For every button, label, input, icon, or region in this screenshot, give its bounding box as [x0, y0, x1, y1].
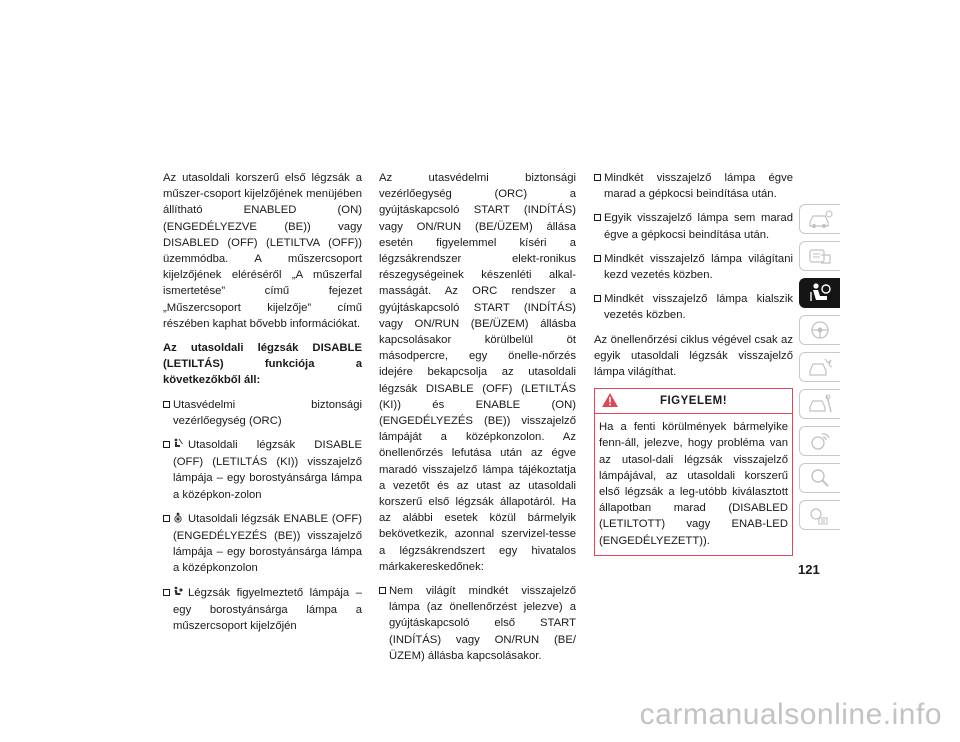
- text-column-1: [163, 170, 362, 642]
- text-column-2: [379, 170, 576, 672]
- list-item-text: Légzsák figyelmeztető lámpája – egy borostyánsárga lámpa a műszercsoport kijelzőjén: [173, 586, 362, 633]
- tab-steering[interactable]: [799, 315, 840, 345]
- airbag-components-list: [163, 397, 362, 635]
- checkbox-bullet-icon: [163, 515, 170, 522]
- fault-conditions-list-continued: [594, 170, 793, 324]
- list-item: [163, 397, 362, 429]
- warning-header: [595, 389, 792, 414]
- checkbox-bullet-icon: [594, 174, 601, 181]
- intro-paragraph: Az utasoldali korszerű első légzsák a műszer-csoport kijelzőjének menüjében állítható ENABLED (ON) (ENGEDÉLYEZVE (BE)) vagy DISABLED (OFF) (LETILTVA (OFF)) üzemmódba. A műszercsoport kijelzőjének eléréséről „A műszerfal ismertetése” című fejezet „Műszercsoport kijelzője” című részében kaphat bővebb információkat.: [163, 172, 362, 330]
- tab-search[interactable]: [799, 463, 840, 493]
- steering-wheel-icon: [807, 319, 833, 341]
- tab-index[interactable]: [799, 500, 840, 530]
- checkbox-bullet-icon: [594, 214, 601, 221]
- car-overview-icon: [807, 209, 833, 229]
- list-item-text: Mindkét visszajelző lámpa égve marad a gépkocsi beindítása után.: [604, 172, 793, 201]
- list-item: [594, 170, 793, 202]
- list-item-text: Mindkét visszajelző lámpa világítani kezd vezetés közben.: [604, 252, 793, 282]
- tab-dashboard-lights[interactable]: [799, 241, 840, 271]
- multimedia-icon: [807, 430, 833, 452]
- car-tools-icon: [807, 393, 833, 415]
- warning-title: FIGYELEM!: [659, 395, 728, 408]
- checkbox-bullet-icon: [594, 295, 601, 302]
- list-item: [594, 251, 793, 283]
- warning-body: Ha a fenti körülmények bármelyike fenn-áll, jelezve, hogy probléma van az utasol-dali légzsák visszajelző lámpájával, az utasoldali korszerű első légzsák a leg-utóbb kiválasztott állapotban marad (DISABLED (LETILTOTT) vagy ENAB-LED (ENGEDÉLYEZETT)).: [599, 421, 788, 547]
- list-item-text: Mindkét visszajelző lámpa kialszik vezetés közben.: [604, 293, 793, 322]
- fault-conditions-list: [379, 583, 576, 664]
- list-item-text: Utasoldali légzsák DISABLE (OFF) (LETILTÁS (KI)) visszajelző lámpája – egy borostyánsárga lámpa a középkon-zolon: [173, 439, 362, 501]
- warning-box: [594, 388, 793, 556]
- page-number: 121: [798, 562, 820, 577]
- checkbox-bullet-icon: [594, 255, 601, 262]
- watermark: carmanualsonline.info: [639, 698, 942, 731]
- dashboard-lights-icon: [807, 246, 833, 266]
- list-item-text: Nem világít mindkét visszajelző lámpa (az önellenőrzést jelezve) a gyújtáskapcsoló első START (INDÍTÁS) vagy ON/RUN (BE/ÜZEM) állásba kapcsolásakor.: [389, 585, 576, 662]
- tab-car-overview[interactable]: [799, 204, 840, 234]
- airbag-warning-icon: [173, 586, 183, 602]
- chapter-tabs: [799, 204, 840, 537]
- section-heading: Az utasoldali légzsák DISABLE (LETILTÁS) funkciója a következőkből áll:: [163, 342, 362, 387]
- search-magnifier-icon: [807, 467, 833, 489]
- list-item: [163, 437, 362, 503]
- list-item: [594, 210, 793, 242]
- airbag-on-icon: [173, 512, 183, 528]
- self-check-paragraph: Az önellenőrzési ciklus végével csak az egyik utasoldali légzsák visszajelző lámpa világíthat.: [594, 333, 793, 379]
- tab-maintenance[interactable]: [799, 389, 840, 419]
- airbag-seat-icon: [807, 282, 833, 304]
- checkbox-bullet-icon: [163, 401, 170, 408]
- list-item: [379, 583, 576, 664]
- checkbox-bullet-icon: [163, 441, 170, 448]
- car-crash-icon: [807, 356, 833, 378]
- airbag-off-icon: [173, 438, 183, 454]
- list-item: [163, 585, 362, 635]
- list-item-text: Utasoldali légzsák ENABLE (OFF) (ENGEDÉLYEZÉS (BE)) visszajelző lámpája – egy borostyánsárga lámpa a középkonzolon: [173, 512, 362, 575]
- tab-multimedia[interactable]: [799, 426, 840, 456]
- text-column-3: [594, 170, 793, 556]
- tab-emergency[interactable]: [799, 352, 840, 382]
- list-item-text: Egyik visszajelző lámpa sem marad égve a gépkocsi beindítása után.: [604, 212, 793, 241]
- tab-airbag-safety[interactable]: [799, 278, 840, 308]
- list-item-text: Utasvédelmi biztonsági vezérlőegység (ORC): [173, 398, 362, 427]
- checkbox-bullet-icon: [379, 587, 386, 594]
- list-item: [594, 291, 793, 323]
- warning-triangle-icon: [601, 392, 619, 417]
- list-item: [163, 511, 362, 577]
- index-list-icon: [807, 504, 833, 526]
- orc-paragraph: Az utasvédelmi biztonsági vezérlőegység (ORC) a gyújtáskapcsoló START (INDÍTÁS) vagy ON/RUN (BE/ÜZEM) állása esetén figyelemmel kíséri a légzsákrendszer elekt-ronikus részegységeinek készenléti alkal-masságát. Az ORC rendszer a gyújtáskapcsoló START (INDÍTÁS) vagy ON/RUN (BE/ÜZEM) állásba kapcsolásakor körülbelül öt másodpercre, egy önelle-nőrzés idejére bekapcsolja az utasoldali légzsák DISABLE (OFF) (LETILTÁS (KI)) és ENABLE (ON) (ENGEDÉLYEZÉS (BE)) visszajelző lámpáját a középkonzolon. Az önellenőrzés lefutása után az égve maradó visszajelző lámpa tájékoztatja a vezetőt és az utast az utasoldali korszerű első légzsák állapotáról. Ha az alábbi esetek közül bármelyik bekövetkezik, azonnal szervizel-tesse a légzsákrendszert egy hivatalos márkakereskedőnek:: [379, 172, 576, 573]
- checkbox-bullet-icon: [163, 589, 170, 596]
